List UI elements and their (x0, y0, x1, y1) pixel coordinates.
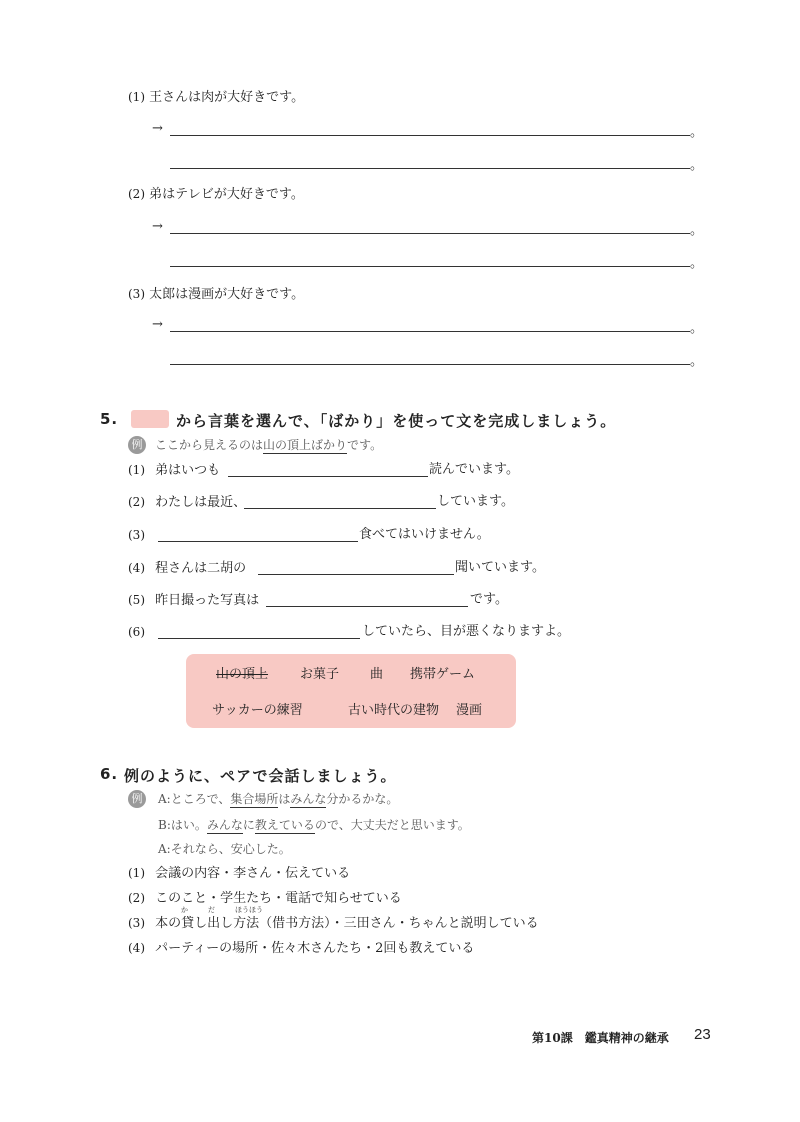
item-text: 読んでいます。 (429, 462, 519, 477)
dialog-underlined: 教えている (254, 818, 315, 832)
dialog-text: は (278, 792, 291, 806)
exercise-item (128, 88, 304, 107)
speaker-label: A: (158, 792, 171, 806)
exercise-item (128, 864, 350, 883)
item-number: (2) (128, 187, 145, 201)
answer-line[interactable] (170, 266, 690, 267)
item-text: 食べてはいけません。 (359, 527, 490, 542)
word-option: お菓子 (300, 667, 340, 682)
item-number: (6) (128, 625, 145, 639)
speaker-label: A: (158, 842, 171, 856)
dialog-underlined: みんな (290, 792, 327, 806)
answer-line[interactable] (170, 233, 690, 234)
item-text: していたら、目が悪くなりますよ。 (362, 624, 571, 639)
item-text: わたしは最近、 (155, 495, 247, 510)
dialog-underlined: 集合場所 (230, 792, 279, 806)
item-number: (3) (128, 916, 145, 930)
word-option: サッカーの練習 (212, 703, 303, 718)
item-number: (3) (128, 287, 145, 301)
section-title: 例のように、ペアで会話しましょう。 (124, 767, 397, 785)
section-number: 6. (100, 765, 119, 783)
section-title: から言葉を選んで、「ばかり」を使って文を完成しましょう。 (176, 412, 617, 430)
item-text: です。 (470, 592, 508, 607)
item-text: 王さんは肉が大好きです。 (149, 90, 305, 105)
arrow-mark: → (152, 219, 163, 234)
dialog-line-a2 (158, 840, 291, 858)
item-text: 本の貸し出し方法（借书方法）・三田さん・ちゃんと説明している (155, 916, 539, 931)
dialog-text: 分かるかな。 (326, 792, 399, 806)
item-number: (1) (128, 463, 145, 477)
dialog-text: に (242, 818, 255, 832)
answer-line[interactable] (228, 476, 428, 477)
word-option: 曲 (370, 667, 384, 682)
answer-line[interactable] (158, 638, 360, 639)
exercise-item (128, 559, 246, 578)
item-text: 昨日撮った写真は (155, 593, 260, 608)
item-number: (2) (128, 495, 145, 509)
exercise-item (128, 185, 304, 204)
item-text: 弟はいつも (155, 463, 221, 478)
period-mark: 。 (690, 158, 704, 173)
word-box-marker (131, 410, 169, 428)
dialog-underlined: みんな (206, 818, 243, 832)
word-option: 携帯ゲーム (410, 667, 476, 682)
dialog-line-b (158, 816, 470, 834)
item-number: (1) (128, 866, 145, 880)
item-number: (3) (128, 528, 145, 542)
exercise-item (128, 285, 304, 304)
word-option-crossed (216, 666, 268, 684)
exercise-item (128, 526, 145, 545)
furigana: だ (208, 906, 215, 914)
word-option: 山の頂上 (216, 667, 269, 682)
word-option: 古い時代の建物 (348, 703, 440, 718)
item-number: (1) (128, 90, 145, 104)
exercise-item (128, 914, 539, 933)
answer-line[interactable] (244, 508, 436, 509)
item-text: しています。 (437, 494, 514, 509)
dialog-text: ので、大丈夫だと思います。 (314, 818, 470, 832)
answer-line[interactable] (258, 574, 454, 575)
period-mark: 。 (690, 354, 704, 369)
item-text: 太郎は漫画が大好きです。 (149, 287, 305, 302)
answer-line[interactable] (170, 364, 690, 365)
furigana: か (181, 906, 188, 914)
example-answer: 山の頂上ばかり (263, 438, 348, 452)
dialog-text: それなら、安心した。 (170, 842, 291, 856)
item-number: (4) (128, 561, 145, 575)
answer-line[interactable] (170, 331, 690, 332)
item-number: (2) (128, 891, 145, 905)
dialog-text: ところで、 (170, 792, 231, 806)
item-text: 弟はテレビが大好きです。 (149, 187, 304, 202)
item-text: 聞いています。 (455, 560, 545, 575)
period-mark: 。 (690, 321, 704, 336)
period-mark: 。 (690, 125, 704, 140)
item-text: 程さんは二胡の (155, 561, 247, 576)
item-text: このこと・学生たち・電話で知らせている (155, 891, 402, 906)
exercise-item (128, 591, 259, 610)
lesson-title: 第10課 鑑真精神の継承 (532, 1031, 669, 1045)
exercise-item (128, 461, 220, 480)
dialog-line-a1 (158, 790, 398, 808)
item-text: 会議の内容・李さん・伝えている (155, 866, 351, 881)
example-sentence (155, 436, 382, 454)
example-text: ここから見えるのは (155, 438, 264, 452)
exercise-item (128, 889, 402, 908)
example-badge: 例 (128, 790, 146, 808)
example-badge: 例 (128, 436, 146, 454)
answer-line[interactable] (266, 606, 468, 607)
period-mark: 。 (690, 223, 704, 238)
arrow-mark: → (152, 121, 163, 136)
item-text: パーティーの場所・佐々木さんたち・2回も教えている (155, 941, 475, 956)
arrow-mark: → (152, 317, 163, 332)
exercise-item (128, 623, 145, 642)
word-option: 漫画 (456, 703, 483, 718)
section-number: 5. (100, 410, 119, 428)
answer-line[interactable] (158, 541, 358, 542)
page-number: 23 (694, 1026, 711, 1043)
exercise-item (128, 493, 246, 512)
furigana: ほうほう (235, 906, 263, 914)
dialog-text: はい。 (170, 818, 207, 832)
example-text: です。 (347, 438, 383, 452)
answer-line[interactable] (170, 168, 690, 169)
exercise-item (128, 939, 474, 958)
answer-line[interactable] (170, 135, 690, 136)
item-number: (4) (128, 941, 145, 955)
period-mark: 。 (690, 256, 704, 271)
speaker-label: B: (158, 818, 171, 832)
item-number: (5) (128, 593, 145, 607)
